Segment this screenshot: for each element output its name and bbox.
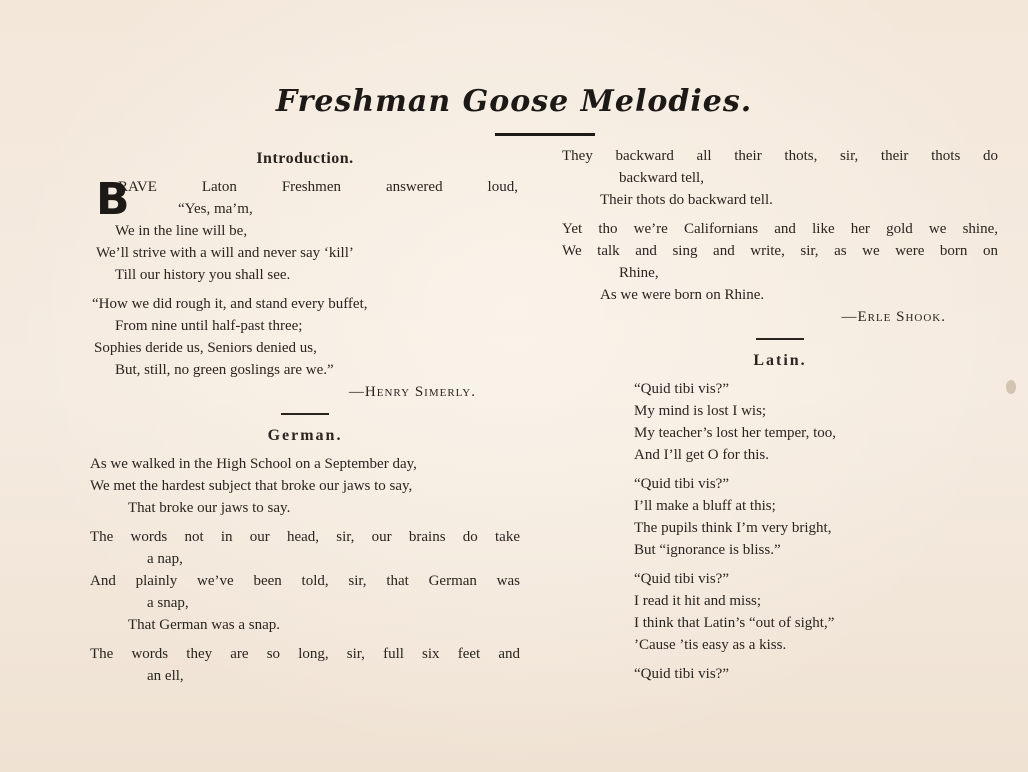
poem-line: They backward all their thots, sir, their thots do: [562, 148, 998, 164]
poem-line: That broke our jaws to say.: [128, 499, 291, 516]
poem-line: And I’ll get O for this.: [634, 446, 769, 463]
word: RAVE: [118, 179, 157, 195]
poem-line: And plainly we’ve been told, sir, that German was: [90, 572, 520, 589]
word: Freshmen: [281, 179, 341, 195]
introduction-heading: Introduction.: [256, 150, 354, 167]
drop-cap: B: [96, 174, 130, 225]
poem-line: My mind is lost I wis;: [634, 402, 767, 419]
poem-line: Till our history you shall see.: [115, 267, 291, 283]
word: answered: [385, 179, 443, 195]
attribution: —Erle Shook.: [841, 309, 946, 325]
poem-line: an ell,: [147, 667, 184, 684]
poem-line: We met the hardest subject that broke our jaws to say,: [90, 477, 413, 494]
german-stanza-1: [90, 453, 520, 519]
poem-line: That German was a snap.: [128, 616, 281, 633]
poem-line: I’ll make a bluff at this;: [634, 497, 776, 514]
poem-line: “Quid tibi vis?”: [634, 380, 729, 397]
german-stanza-4: [562, 218, 998, 328]
drop-cap-block: [90, 174, 520, 225]
title-rule: [495, 133, 595, 136]
german-stanza-3-continued: [562, 145, 998, 211]
poem-line: “Quid tibi vis?”: [634, 665, 729, 682]
section-divider: [281, 413, 329, 415]
poem-line: From nine until half-past three;: [115, 318, 303, 334]
page-title: Freshman Goose Melodies.: [275, 84, 753, 119]
paper-stain: [1006, 380, 1016, 394]
right-column: [562, 145, 998, 692]
poem-line: My teacher’s lost her temper, too,: [634, 424, 836, 441]
latin-stanza-2: [634, 473, 998, 561]
latin-poem: [562, 378, 998, 685]
poem-line: The pupils think I’m very bright,: [634, 519, 832, 536]
introduction-stanza-2: [90, 293, 520, 403]
poem-line: We in the line will be,: [115, 223, 248, 239]
poem-line: ’Cause ’tis easy as a kiss.: [634, 636, 787, 653]
poem-line: Their thots do backward tell.: [600, 192, 773, 208]
poem-line: The words not in our head, sir, our brains do take: [90, 528, 520, 545]
left-column: [90, 148, 520, 694]
poem-line: As we walked in the High School on a September day,: [90, 455, 417, 472]
poem-line: The words they are so long, sir, full six feet and: [90, 645, 520, 662]
poem-line: But “ignorance is bliss.”: [634, 541, 781, 558]
poem-line: But, still, no green goslings are we.”: [115, 362, 334, 378]
attribution: —Henry Simerly.: [348, 384, 476, 400]
german-stanza-2: [90, 526, 520, 636]
latin-heading: Latin.: [753, 351, 807, 369]
german-heading: German.: [267, 426, 343, 444]
poem-line: “Quid tibi vis?”: [634, 475, 729, 492]
german-stanza-3: [90, 643, 520, 687]
latin-stanza-4: [634, 663, 998, 685]
poem-line: We talk and sing and write, sir, as we were born on: [562, 243, 998, 259]
poem-line: a snap,: [147, 594, 189, 611]
poem-line: We’ll strive with a will and never say ‘kill’: [96, 245, 354, 261]
poem-line: Yet tho we’re Californians and like her gold we shine,: [562, 221, 998, 237]
poem-line: backward tell,: [619, 170, 704, 186]
poem-line: Sophies deride us, Seniors denied us,: [94, 340, 317, 356]
poem-line: “Yes, ma’m,: [178, 201, 253, 217]
poem-line: a nap,: [147, 550, 183, 567]
poem-line: [118, 176, 520, 198]
word: Laton: [201, 179, 237, 195]
latin-stanza-1: [634, 378, 998, 466]
poem-line: As we were born on Rhine.: [600, 287, 765, 303]
poem-line: Rhine,: [619, 265, 659, 281]
poem-line: I think that Latin’s “out of sight,”: [634, 614, 835, 631]
section-divider: [756, 338, 804, 340]
word: loud,: [487, 179, 518, 195]
introduction-stanza-1: [90, 176, 520, 286]
poem-line: “How we did rough it, and stand every buffet,: [92, 296, 368, 312]
latin-stanza-3: [634, 568, 998, 656]
poem-line: “Quid tibi vis?”: [634, 570, 729, 587]
poem-line: I read it hit and miss;: [634, 592, 762, 609]
